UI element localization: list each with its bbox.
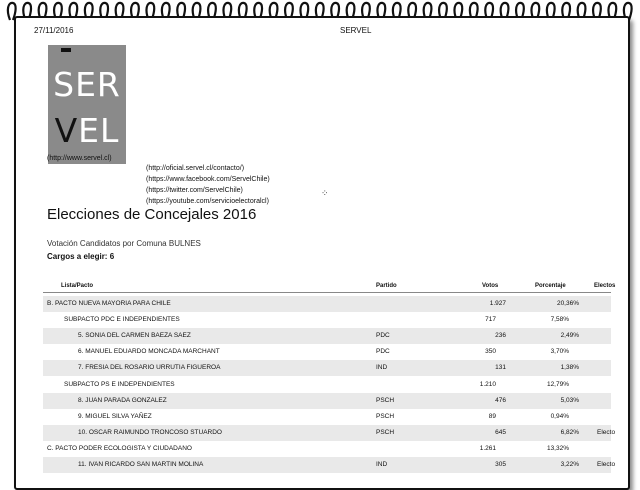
- election-title: Elecciones de Concejales 2016: [47, 206, 257, 223]
- candidate-name: C. PACTO PODER ECOLOGISTA Y CIUDADANO: [47, 444, 192, 452]
- vote-percentage: 0,94%: [550, 412, 569, 420]
- table-row: [16, 409, 628, 425]
- table-row: [43, 393, 611, 409]
- servel-website-link[interactable]: (http://www.servel.cl): [47, 155, 112, 162]
- elected-flag: Electo: [597, 428, 616, 436]
- candidate-name: SUBPACTO PDC E INDEPENDIENTES: [64, 316, 180, 324]
- vote-count: 89: [488, 412, 496, 420]
- col-header-votos: Votos: [482, 283, 499, 289]
- vote-count: 717: [485, 316, 496, 324]
- document-page: [14, 16, 630, 490]
- youtube-link[interactable]: (https://youtube.com/servicioelectoralcl): [146, 198, 269, 205]
- servel-logo: SER VEL: [48, 45, 126, 164]
- vote-count: 1.210: [479, 380, 496, 388]
- vote-count: 350: [485, 348, 496, 356]
- vote-percentage: 2,49%: [560, 332, 579, 340]
- vote-percentage: 5,03%: [560, 396, 579, 404]
- vote-percentage: 12,79%: [546, 380, 569, 388]
- party-code: PDC: [376, 348, 390, 356]
- header-divider: [43, 292, 611, 293]
- table-row: [43, 360, 611, 376]
- candidate-name: 11. IVAN RICARDO SAN MARTIN MOLINA: [78, 461, 204, 468]
- vote-percentage: 7,58%: [550, 316, 569, 324]
- facebook-link[interactable]: (https://www.facebook.com/ServelChile): [146, 176, 270, 183]
- table-row: [43, 296, 611, 312]
- vote-count: 645: [495, 428, 506, 436]
- print-artifact: ⁘: [321, 188, 329, 198]
- table-row: [16, 441, 628, 457]
- vote-percentage: 1,38%: [560, 364, 579, 372]
- candidate-name: 10. OSCAR RAIMUNDO TRONCOSO STUARDO: [78, 428, 222, 436]
- page-title: SERVEL: [340, 26, 372, 35]
- candidate-name: 5. SONIA DEL CARMEN BAEZA SAEZ: [78, 332, 191, 340]
- party-code: PSCH: [376, 412, 395, 420]
- candidate-name: SUBPACTO PS E INDEPENDIENTES: [64, 380, 175, 388]
- table-row: [16, 312, 628, 328]
- table-row: [43, 328, 611, 344]
- contact-link[interactable]: (http://oficial.servel.cl/contacto/): [146, 165, 245, 172]
- vote-count: 476: [495, 396, 506, 404]
- vote-percentage: 3,22%: [560, 461, 579, 468]
- elected-flag: Electo: [597, 461, 616, 468]
- candidate-name: 6. MANUEL EDUARDO MONCADA MARCHANT: [78, 348, 220, 356]
- candidate-name: B. PACTO NUEVA MAYORIA PARA CHILE: [47, 300, 171, 307]
- vote-percentage: 13,32%: [546, 444, 569, 452]
- col-header-partido: Partido: [376, 283, 397, 289]
- party-code: PDC: [376, 332, 390, 340]
- vote-count: 305: [495, 461, 506, 468]
- party-code: IND: [376, 364, 388, 372]
- party-code: PSCH: [376, 428, 395, 436]
- party-code: IND: [376, 461, 388, 468]
- table-row: [16, 344, 628, 360]
- candidate-name: 9. MIGUEL SILVA YAÑEZ: [78, 412, 152, 420]
- commune-subtitle: Votación Candidatos por Comuna BULNES: [47, 239, 201, 248]
- col-header-electos: Electos: [594, 283, 616, 289]
- print-date: 27/11/2016: [34, 26, 74, 35]
- candidate-name: 7. FRESIA DEL ROSARIO URRUTIA FIGUEROA: [78, 364, 221, 372]
- table-row: [16, 377, 628, 393]
- vote-count: 1.261: [479, 444, 496, 452]
- vote-count: 1.927: [489, 300, 506, 307]
- vote-percentage: 6,82%: [560, 428, 579, 436]
- party-code: PSCH: [376, 396, 395, 404]
- vote-percentage: 20,36%: [556, 300, 579, 307]
- vote-count: 236: [495, 332, 506, 340]
- vote-percentage: 3,70%: [550, 348, 569, 356]
- seats-to-elect: Cargos a elegir: 6: [47, 252, 115, 261]
- candidate-name: 8. JUAN PARADA GONZALEZ: [78, 396, 167, 404]
- table-row: [43, 425, 616, 441]
- vote-count: 131: [495, 364, 506, 372]
- col-header-porcentaje: Porcentaje: [535, 283, 566, 289]
- col-header-lista: Lista/Pacto: [61, 283, 94, 289]
- twitter-link[interactable]: (https://twitter.com/ServelChile): [146, 187, 243, 194]
- table-row: [43, 457, 616, 473]
